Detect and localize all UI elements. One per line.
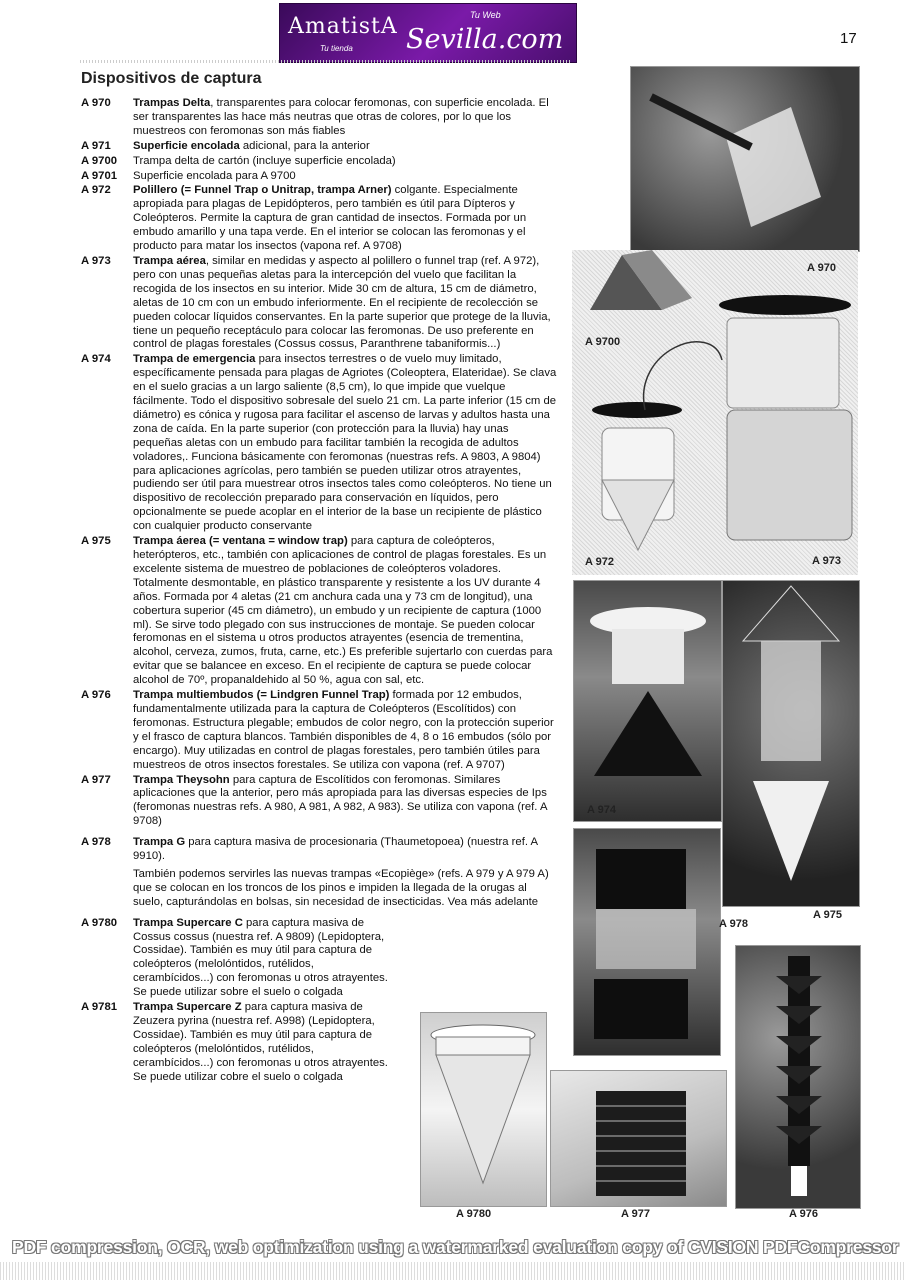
product-title: Trampa áerea (= ventana = window trap) bbox=[133, 535, 348, 548]
emergency-trap-shape bbox=[574, 581, 721, 821]
list-item bbox=[81, 140, 557, 154]
lindgren-trap-shape bbox=[736, 946, 860, 1208]
product-description: para captura de Escolítidos con feromonas. Similares aplicaciones que la anterior, pero más apropiada para las diversas especies de Ips (feromonas nuestras refs. A 980, A 981, A 982, A 983). Se utiliza con vapona (ref. A 9708) bbox=[133, 773, 547, 828]
divider bbox=[80, 60, 570, 63]
photo-g-trap bbox=[573, 828, 721, 1056]
logo-script-text: Sevilla.com bbox=[406, 24, 564, 55]
product-description: para captura masiva de procesionaria (Thaumetopoea) (nuestra ref. A 9910). bbox=[133, 836, 538, 863]
photo-label: A 978 bbox=[719, 918, 748, 930]
site-logo bbox=[279, 3, 577, 63]
list-item bbox=[81, 689, 557, 772]
product-description: para captura masiva de Zeuzera pyrina (nuestra ref. A998) (Lepidoptera, Cossidae). También es muy útil para captura de coleópteros (melolóntidos, rutélidos, cerambícidos...) con feromonas u otros atrayentes. Se puede utilizar cobre el suelo o colgada bbox=[133, 1001, 388, 1083]
list-item bbox=[81, 184, 557, 254]
product-title: Trampa aérea bbox=[133, 254, 206, 267]
page-number: 17 bbox=[840, 30, 857, 47]
supercare-trap-shape bbox=[421, 1013, 546, 1206]
product-list bbox=[81, 97, 557, 1086]
bottom-strip bbox=[0, 1262, 906, 1280]
product-code: A 9701 bbox=[81, 169, 118, 182]
product-code: A 971 bbox=[81, 139, 111, 152]
logo-sub-text-2: Tu tienda bbox=[320, 44, 353, 53]
list-item bbox=[81, 97, 557, 139]
delta-trap-shape bbox=[631, 67, 859, 251]
product-code: A 974 bbox=[81, 353, 111, 366]
list-item bbox=[81, 836, 557, 910]
list-item bbox=[81, 774, 557, 830]
product-title: Trampa de emergencia bbox=[133, 353, 256, 366]
product-code: A 9700 bbox=[81, 154, 118, 167]
product-description: para insectos terrestres o de vuelo muy limitado, específicamente pensada para plagas de Agriotes (Coleoptera, Elateridae). Se clava en el suelo gracias a un largo saliente (8,5 cm), lo que impide que vuelque fácilmente. Todo el dispositivo sobresale del suelo 21 cm. La parte inferior (15 cm de diámetro) es cónica y rugosa para facilitar el ascenso de larvas y adultos hasta una zona de caída. En la parte superior (con protección para la lluvia) hay unas pequeñas aletas con un embudo para facilitar también la recogida de adultos voladores,. Funciona básicamente con feromonas (nuestras refs. A 9803, A 9804) para aplicaciones agrícolas, pero también se pueden utilizar otros atrayentes, pudiendo ser útil para muestrear otros insectos tales como coleópteros. No tiene un dispositivo de recolección preparado para conservación en líquidos, pero opcionalmente se puede acoplar en el interior de la base un recipiente de plástico con cualquier producto conservante bbox=[133, 353, 557, 533]
list-item bbox=[81, 170, 557, 184]
list-item bbox=[81, 155, 557, 169]
product-code: A 978 bbox=[81, 836, 111, 849]
product-description: formada por 12 embudos, fundamentalmente utilizada para la captura de Coleópteros (Escolítidos) con feromonas. Estructura plegable; embudos de color negro, con la protección superior y el frasco de captura blancos. También disponibles de 4, 8 o 16 embudos (sólo por encargo). Muy utilizadas en control de plagas forestales, pero también útiles para muestreos de otros insectos forestales. Se utiliza con vapona (ref. A 9707) bbox=[133, 689, 554, 771]
product-description: , transparentes para colocar feromonas, con superficie encolada. El ser transparentes las hace más neutras que otras de colores, por lo que los muestreos con feromonas son más fiables bbox=[133, 97, 549, 137]
product-code: A 975 bbox=[81, 535, 111, 548]
photo-label: A 975 bbox=[813, 909, 842, 921]
photo-emergency-trap bbox=[573, 580, 722, 822]
g-trap-shape bbox=[574, 829, 720, 1055]
product-title: Trampa Theysohn bbox=[133, 773, 230, 786]
page-title: Dispositivos de captura bbox=[81, 70, 262, 87]
product-code: A 973 bbox=[81, 254, 111, 267]
photo-label: A 977 bbox=[621, 1208, 650, 1220]
product-title: Trampas Delta bbox=[133, 97, 211, 109]
product-description: Superficie encolada para A 9700 bbox=[133, 169, 296, 182]
product-title: Trampa G bbox=[133, 836, 186, 849]
theysohn-trap-shape bbox=[551, 1071, 726, 1206]
photo-supercare-trap bbox=[420, 1012, 547, 1207]
watermark: PDF compression, OCR, web optimization using a watermarked evaluation copy of CVISION PDFCompressor bbox=[12, 1237, 899, 1257]
logo-sub-text-1: Tu Web bbox=[470, 10, 501, 20]
logo-main-text: AmatistA bbox=[288, 14, 398, 39]
photo-window-trap bbox=[722, 580, 860, 907]
photo-label: A 9700 bbox=[585, 336, 621, 348]
product-description: colgante. Especialmente apropiada para plagas de Lepidópteros, pero también es útil para Dípteros y Coleópteros. Permite la captura de gran cantidad de insectos. Formada por un embudo amarillo y una tapa verde. En el interior se colocan las feromonas y el producto para matar los insectos (vapona ref. A 9708) bbox=[133, 184, 527, 253]
product-code: A 976 bbox=[81, 689, 111, 702]
product-description: , similar en medidas y aspecto al polillero o funnel trap (ref. A 972), pero con unas pequeñas aletas para la intercepción del vuelo que facilitan la recogida de los insectos en su interior. Mide 30 cm de altura, 15 cm de diámetro, aletas de 10 cm con un embudo inferiormente. En el recipiente de recolección se pueden colocar líquidos conservantes. En la parte superior que protege de la lluvia, tiene un pequeño receptáculo para colocar las feromonas. De uso preferente en control de plagas forestales (Cossus cossus, Paranthrene tabaniformis...) bbox=[133, 254, 551, 351]
product-code: A 977 bbox=[81, 773, 111, 786]
product-note: También podemos servirles las nuevas trampas «Ecopiège» (refs. A 979 y A 979 A) que se colocan en los troncos de los pinos e impiden la llegada de la orugas al suelo, capturándolas en bolsas, sin necesidad de insecticidas. Vea más adelante bbox=[133, 867, 549, 908]
funnel-traps-shape bbox=[572, 250, 858, 575]
photo-label: A 972 bbox=[585, 556, 614, 568]
list-item bbox=[81, 917, 557, 1000]
photo-label: A 973 bbox=[812, 555, 841, 567]
list-item bbox=[81, 535, 557, 688]
photo-theysohn-trap bbox=[550, 1070, 727, 1207]
list-item bbox=[81, 255, 557, 352]
photo-label: A 976 bbox=[789, 1208, 818, 1220]
product-title: Trampa multiembudos (= Lindgren Funnel Trap) bbox=[133, 689, 390, 702]
product-title: Trampa Supercare C bbox=[133, 916, 243, 929]
product-description: para captura de coleópteros, heterópteros, etc., también con aplicaciones de control de plagas forestales. Es un excelente sistema de muestreo de poblaciones de coleópteros voladores. Totalmente desmontable, en plástico transparente y resistente a los UV durante 4 años. Formada por 4 aletas (21 cm anchura cada una y 73 cm de longitud), una cobertura superior (45 cm diámetro), un embudo y un recipiente de captura (1000 ml). Se sirve todo plegado con sus instrucciones de montaje. Se pueden colocar feromonas en el sistema u otros productos atrayentes (esencia de trementina, alcohol, cerveza, zumos, fruta, carne, etc.) Es preferible sujertarlo con cuerdas para evitar que se balancee en exceso. En el recipiente de captura se puede colocar alcohol de 70º, propanaldehido al 50 %, agua con sal, etc. bbox=[133, 535, 553, 687]
photo-lindgren-trap bbox=[735, 945, 861, 1209]
product-description: para captura masiva de Cossus cossus (nuestra ref. A 9809) (Lepidoptera, Cossidae). También es muy útil para captura de coleópteros (melolóntidos, rutélidos, cerambícidos...) con feromonas u otros atrayentes. Se puede utilizar sobre el suelo o colgada bbox=[133, 916, 388, 999]
product-code: A 9781 bbox=[81, 1001, 118, 1014]
product-description: adicional, para la anterior bbox=[239, 139, 370, 152]
product-title: Polillero (= Funnel Trap o Unitrap, trampa Arner) bbox=[133, 184, 392, 197]
photo-delta-trap bbox=[630, 66, 860, 252]
list-item bbox=[81, 353, 557, 534]
product-title: Trampa Supercare Z bbox=[133, 1001, 242, 1014]
photo-funnel-traps bbox=[572, 250, 858, 575]
product-code: A 9780 bbox=[81, 916, 118, 929]
product-title: Superficie encolada bbox=[133, 139, 240, 152]
photo-label: A 974 bbox=[587, 804, 616, 816]
window-trap-shape bbox=[723, 581, 859, 906]
photo-label: A 970 bbox=[807, 262, 836, 274]
photo-label: A 9780 bbox=[456, 1208, 492, 1220]
product-code: A 972 bbox=[81, 184, 111, 197]
product-code: A 970 bbox=[81, 97, 111, 109]
product-description: Trampa delta de cartón (incluye superficie encolada) bbox=[133, 154, 396, 167]
